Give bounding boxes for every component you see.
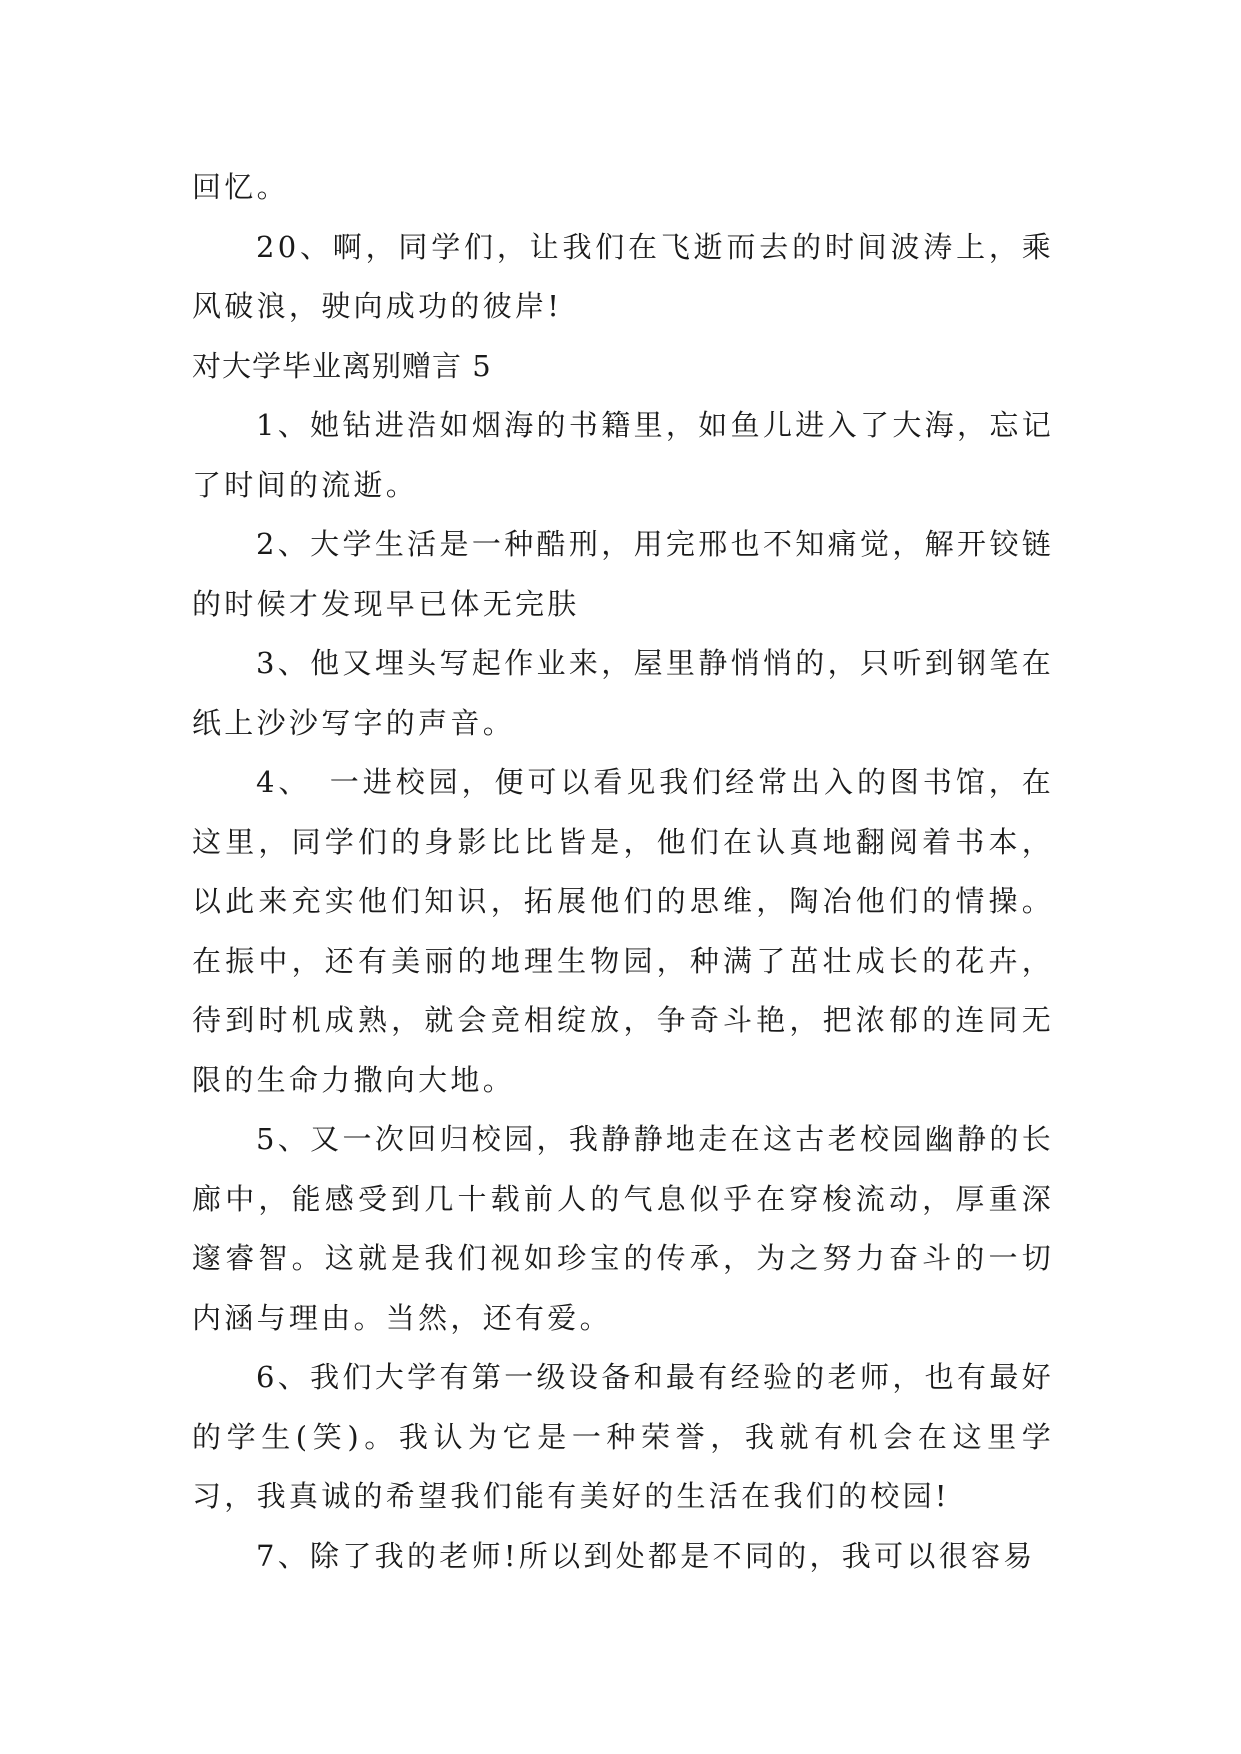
paragraph-memory-ending: 回忆。: [192, 170, 289, 204]
paragraph-item-1: 1、她钻进浩如烟海的书籍里，如鱼儿进入了大海，忘记了时间的流逝。: [192, 408, 1054, 502]
paragraph-item-4: 4、 一进校园，便可以看见我们经常出入的图书馆，在这里，同学们的身影比比皆是，他们在认真地翻阅着书本，以此来充实他们知识，拓展他们的思维，陶冶他们的情操。在振中，还有美丽的地理生物园，种满了茁壮成长的花卉，待到时机成熟，就会竞相绽放，争奇斗艳，把浓郁的连同无限的生命力撒向大地。: [192, 765, 1054, 1097]
paragraph-item-6: 6、我们大学有第一级设备和最有经验的老师，也有最好的学生(笑)。我认为它是一种荣誉，我就有机会在这里学习，我真诚的希望我们能有美好的生活在我们的校园!: [192, 1360, 1054, 1513]
paragraph-item-7: 7、除了我的老师!所以到处都是不同的，我可以很容易: [256, 1538, 1036, 1573]
paragraph-item-5: 5、又一次回归校园，我静静地走在这古老校园幽静的长廊中，能感受到几十载前人的气息似乎在穿梭流动，厚重深邃睿智。这就是我们视如珍宝的传承，为之努力奋斗的一切内涵与理由。当然，还有爱。: [192, 1122, 1054, 1335]
paragraph-item-2: 2、大学生活是一种酷刑，用完邢也不知痛觉，解开铰链的时候才发现早已体无完肤: [192, 527, 1054, 621]
paragraph-item-3: 3、他又埋头写起作业来，屋里静悄悄的，只听到钢笔在纸上沙沙写字的声音。: [192, 646, 1054, 740]
section-heading: 对大学毕业离别赠言 5: [192, 348, 492, 383]
paragraph-item-20: 20、啊，同学们，让我们在飞逝而去的时间波涛上，乘风破浪，驶向成功的彼岸!: [192, 229, 1054, 323]
document-body: [192, 158, 1054, 1586]
